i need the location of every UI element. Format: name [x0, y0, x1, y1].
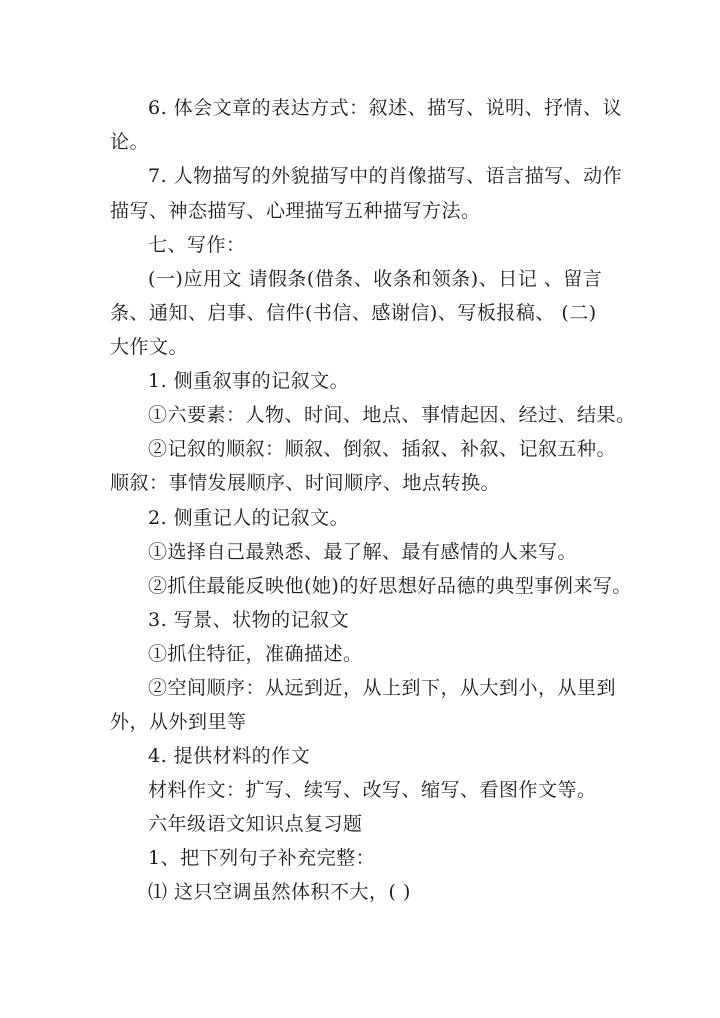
subheading-scenery: 3. 写景、状物的记叙文 [148, 609, 350, 631]
text-line-23: 1、把下列句子补充完整： [148, 847, 376, 869]
text-line-24: ⑴ 这只空调虽然体积不大，( ) [148, 881, 411, 903]
section-heading-exercises: 六年级语文知识点复习题 [148, 813, 363, 835]
text-line-2: 论。 [110, 131, 150, 153]
subheading-material: 4. 提供材料的作文 [148, 745, 311, 767]
text-line-1: 6. 体会文章的表达方式：叙述、描写、说明、抒情、议 [148, 97, 623, 119]
text-line-11: ②记叙的顺叙：顺叙、倒叙、插叙、补叙、记叙五种。 [148, 438, 617, 460]
text-line-10: ①六要素：人物、时间、地点、事情起因、经过、结果。 [148, 404, 636, 426]
subheading-narrative-events: 1. 侧重叙事的记叙文。 [148, 370, 350, 392]
text-line-3: 7. 人物描写的外貌描写中的肖像描写、语言描写、动作 [148, 165, 623, 187]
text-line-8: 大作文。 [110, 336, 189, 358]
text-line-18: ②空间顺序：从远到近，从上到下，从大到小，从里到 [148, 677, 617, 699]
subheading-narrative-people: 2. 侧重记人的记叙文。 [148, 507, 350, 529]
text-line-17: ①抓住特征，准确描述。 [148, 643, 363, 665]
text-line-15: ②抓住最能反映他(她)的好思想好品德的典型事例来写。 [148, 575, 632, 597]
text-line-6: (一)应用文 请假条(借条、收条和领条)、日记 、留言 [148, 268, 603, 290]
text-line-14: ①选择自己最熟悉、最了解、最有感情的人来写。 [148, 541, 578, 563]
text-line-21: 材料作文：扩写、续写、改写、缩写、看图作文等。 [148, 779, 597, 801]
text-line-4: 描写、神态描写、心理描写五种描写方法。 [110, 200, 481, 222]
text-line-7: 条、通知、启事、信件(书信、感谢信)、写板报稿、 (二) [110, 302, 597, 324]
text-line-12: 顺叙：事情发展顺序、时间顺序、地点转换。 [110, 472, 501, 494]
text-line-19: 外，从外到里等 [110, 711, 247, 733]
section-heading-writing: 七、写作： [148, 234, 246, 256]
